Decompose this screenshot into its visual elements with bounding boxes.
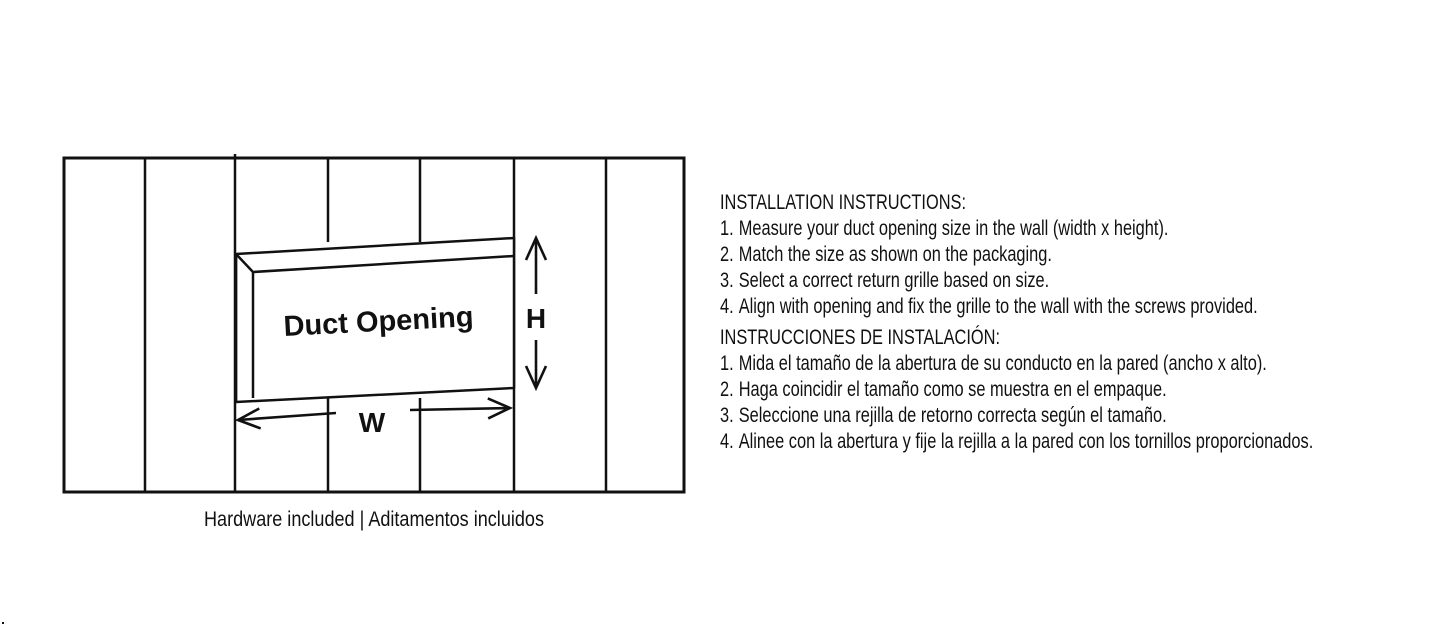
step-text: Mida el tamaño de la abertura de su conducto en la pared (ancho x alto). (738, 352, 1267, 375)
duct-opening-label: Duct Opening (282, 301, 475, 343)
english-step (720, 294, 1344, 320)
step-number: 2. (720, 243, 734, 266)
step-number: 1. (720, 352, 734, 375)
spanish-step (720, 377, 1344, 403)
step-text: Seleccione una rejilla de retorno correcta según el tamaño. (738, 404, 1167, 427)
english-instructions (720, 190, 1344, 320)
english-step (720, 242, 1344, 268)
step-number: 4. (720, 430, 734, 453)
width-arrow-right (410, 408, 510, 410)
step-text: Select a correct return grille based on size. (738, 269, 1050, 292)
step-text: Haga coincidir el tamaño como se muestra en el empaque. (738, 378, 1167, 401)
width-arrow-left (238, 413, 336, 420)
english-step (720, 216, 1344, 242)
spanish-step (720, 429, 1344, 455)
step-number: 3. (720, 404, 734, 427)
step-number: 2. (720, 378, 734, 401)
hardware-caption: Hardware included | Aditamentos incluidos (204, 508, 544, 531)
step-text: Match the size as shown on the packaging. (738, 243, 1052, 266)
spanish-instructions (720, 325, 1344, 455)
spanish-step (720, 403, 1344, 429)
step-text: Alinee con la abertura y fije la rejilla a la pared con los tornillos proporcionados. (738, 430, 1314, 453)
step-number: 4. (720, 295, 734, 318)
corner-mark (2, 622, 4, 624)
spanish-step (720, 351, 1344, 377)
instructions-panel (720, 190, 1344, 455)
english-steps (720, 216, 1344, 320)
step-number: 1. (720, 217, 734, 240)
step-text: Align with opening and fix the grille to the wall with the screws provided. (738, 295, 1258, 318)
step-text: Measure your duct opening size in the wall (width x height). (738, 217, 1169, 240)
height-label: H (525, 303, 547, 334)
english-step (720, 268, 1344, 294)
width-label: W (358, 407, 386, 438)
english-heading: INSTALLATION INSTRUCTIONS: (720, 191, 967, 214)
spanish-steps (720, 351, 1344, 455)
step-number: 3. (720, 269, 734, 292)
spanish-heading: INSTRUCCIONES DE INSTALACIÓN: (720, 326, 1001, 349)
